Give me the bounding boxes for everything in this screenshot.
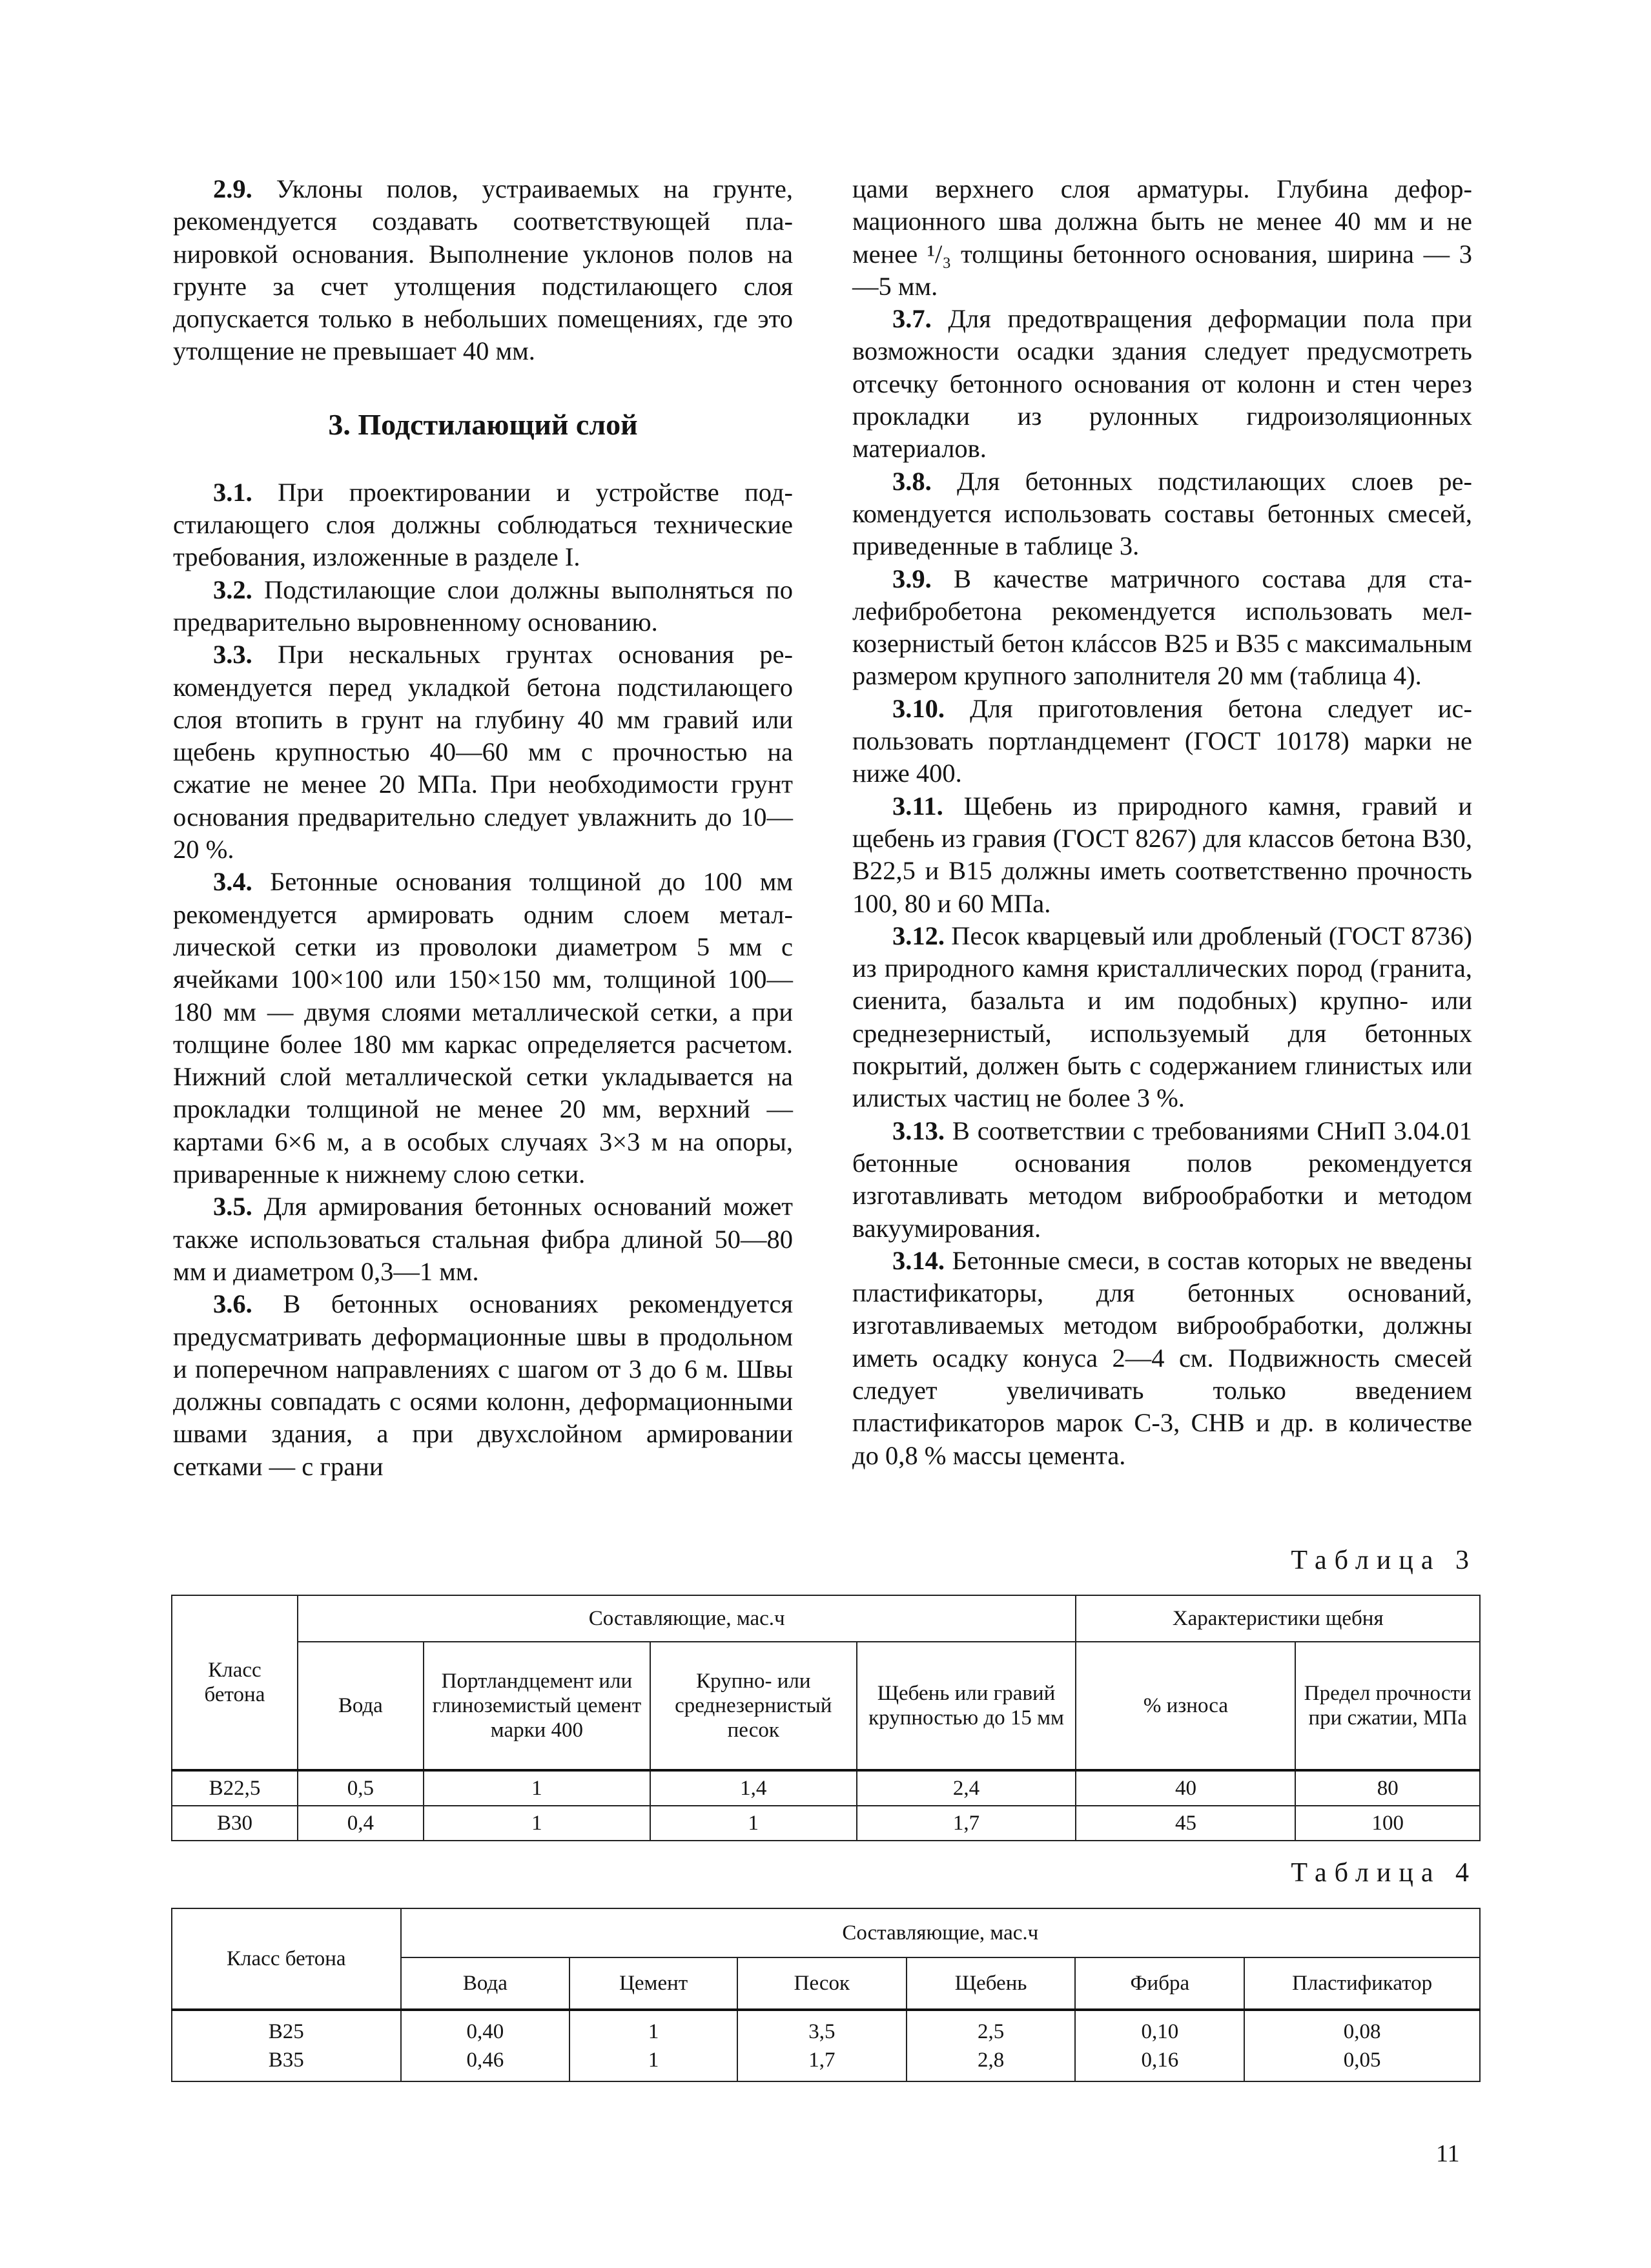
clause-text: Щебень из природного камня, гравий и щебень из гравия (ГОСТ 8267) для классов бетона В30, В22,5 и В15 должны иметь соответственно прочность 100, 80 и 60 МПа.	[852, 791, 1472, 918]
cell-value: 2,8	[977, 2048, 1005, 2072]
table-4-caption: Таблица 4	[1291, 1858, 1477, 1888]
clause-text: Бетонные основания толщиной до 100 мм рекомендуется армировать одним слоем металлической сетки из проволоки диаметром 5 мм с ячейками 100×100 или 150×150 мм, толщиной 100—180 мм — двумя слоями металлической сетки, а при толщине более 180 мм каркас определяется расчетом. Нижний слой металлической сетки укладывается на прокладки толщиной не менее 20 мм, верхний — картами 6×6 м, а в особых случаях 3×3 м на опоры, приваренные к нижнему слою сетки.	[173, 867, 793, 1189]
table-cell	[401, 2010, 570, 2081]
clause-text: В соответствии с требованиями СНиП 3.04.01 бетонные основания полов рекомендуется изготавливать методом виброобработки и методом вакуумирования.	[852, 1116, 1472, 1243]
paragraph-3-1	[173, 476, 793, 574]
table-cell: 45	[1076, 1806, 1295, 1841]
table-cell: 100	[1295, 1806, 1480, 1841]
paragraph-3-3	[173, 639, 793, 866]
clause-text: При нескальных грунтах основания рекомендуется перед укладкой бетона подстилающего слоя втопить в грунт на глубину 40 мм гравий или щебень крупностью 40—60 мм с прочностью на сжатие не менее 20 МПа. При необходимости грунт основания предварительно следует увлажнить до 10—20 %.	[173, 640, 793, 864]
table-cell	[907, 2010, 1076, 2081]
clause-text: Для бетонных подстилающих слоев рекомендуется использовать составы бетонных смесей, приведенные в таблице 3.	[852, 466, 1472, 561]
clause-number: 3.5.	[213, 1192, 252, 1221]
table-row	[172, 1770, 1480, 1806]
table-cell: 2,4	[857, 1770, 1076, 1806]
paragraph-3-14	[852, 1245, 1472, 1472]
paragraph-3-9	[852, 563, 1472, 693]
clause-number: 2.9.	[213, 174, 252, 203]
clause-number: 3.1.	[213, 477, 252, 507]
page-number: 11	[1436, 2140, 1460, 2167]
table-cell: 1	[424, 1806, 650, 1841]
clause-number: 3.12.	[892, 921, 945, 950]
paragraph-3-5	[173, 1190, 793, 1288]
paragraph-3-12	[852, 920, 1472, 1115]
paragraph-3-13	[852, 1115, 1472, 1245]
table-header-class: Класс бетона	[172, 1908, 401, 2010]
clause-number: 3.6.	[213, 1289, 252, 1319]
table-row	[172, 1806, 1480, 1841]
table-3-caption: Таблица 3	[1291, 1546, 1477, 1575]
paragraph-3-6-continued	[852, 173, 1472, 303]
table-cell: 0,4	[298, 1806, 424, 1841]
clause-number: 3.2.	[213, 575, 252, 604]
table-header-sand: Песок	[737, 1957, 907, 2010]
clause-text: Бетонные смеси, в состав которых не введены пластификаторы, для бетонных оснований, изготавливаемых методом виброобработки, должны иметь осадку конуса 2—4 см. Подвижность смесей следует увеличивать только введением пластификаторов марок С-3, СНВ и др. в количестве до 0,8 % массы цемента.	[852, 1245, 1472, 1470]
table-cell	[737, 2010, 907, 2081]
table-header-water: Вода	[298, 1642, 424, 1770]
table-header-crushed-stone: Характеристики щебня	[1076, 1595, 1480, 1642]
table-row	[172, 2010, 1480, 2081]
paragraph-3-8	[852, 465, 1472, 563]
paragraph-3-11	[852, 790, 1472, 920]
table-cell: 40	[1076, 1770, 1295, 1806]
table-3	[171, 1595, 1481, 1841]
right-column	[852, 173, 1472, 1472]
fraction-one-third: ¹/₃	[927, 239, 952, 269]
clause-number: 3.9.	[892, 564, 932, 593]
clause-text: В качестве матричного состава для сталефибробетона рекомендуется использовать мелкозернистый бетон клáссов В25 и В35 с максимальным размером крупного заполнителя 20 мм (таблица 4).	[852, 564, 1472, 691]
clause-number: 3.3.	[213, 640, 252, 669]
clause-text: В бетонных основаниях рекомендуется предусматривать деформационные швы в продольном и поперечном направлениях с шагом от 3 до 6 м. Швы должны совпадать с осями колонн, деформационными швами здания, а при двухслойном армировании сетками — с грани	[173, 1289, 793, 1481]
table-header-water: Вода	[401, 1957, 570, 2010]
cell-value: 0,05	[1343, 2048, 1381, 2072]
cell-value: 0,46	[466, 2048, 504, 2072]
table-header-components: Составляющие, мас.ч	[401, 1908, 1480, 1957]
clause-number: 3.10.	[892, 693, 945, 723]
table-cell: В30	[172, 1806, 298, 1841]
table-header-gravel: Щебень или гравий крупностью до 15 мм	[857, 1642, 1076, 1770]
table-cell	[172, 2010, 401, 2081]
table-cell: 1	[650, 1806, 857, 1841]
table-header-plasticizer: Пластификатор	[1244, 1957, 1480, 2010]
clause-number: 3.4.	[213, 867, 252, 897]
cell-value: 0,08	[1343, 2020, 1381, 2043]
table-cell: 1,4	[650, 1770, 857, 1806]
clause-text: цами верхнего слоя арматуры. Глубина деформационного шва должна быть не менее 40 мм и не менее	[852, 174, 1472, 269]
table-header-cement: Цемент	[569, 1957, 737, 2010]
paragraph-2-9	[173, 173, 793, 368]
table-cell: 1	[424, 1770, 650, 1806]
clause-text: Песок кварцевый или дробленый (ГОСТ 8736) из природного камня кристаллических пород (гранита, сиенита, базальта и им подобных) крупно- или среднезернистый, используемый для бетонных покрытий, должен быть с содержанием глинистых или илистых частиц не более 3 %.	[852, 921, 1472, 1113]
cell-value: В25	[268, 2020, 304, 2043]
table-header-cement: Портландцемент или глиноземистый цемент марки 400	[424, 1642, 650, 1770]
cell-value: 2,5	[977, 2020, 1005, 2043]
cell-value: 0,40	[466, 2020, 504, 2043]
table-header-components: Составляющие, мас.ч	[298, 1595, 1076, 1642]
table-cell	[1075, 2010, 1244, 2081]
table-cell	[569, 2010, 737, 2081]
section-heading: 3. Подстилающий слой	[328, 407, 638, 441]
clause-number: 3.8.	[892, 466, 932, 496]
cell-value: 0,10	[1141, 2020, 1179, 2043]
cell-value: 1	[648, 2048, 659, 2072]
cell-value: 1,7	[808, 2048, 836, 2072]
paragraph-3-6	[173, 1288, 793, 1483]
cell-value: 1	[648, 2020, 659, 2043]
paragraph-3-7	[852, 303, 1472, 465]
table-header-gravel: Щебень	[907, 1957, 1076, 2010]
paragraph-3-10	[852, 693, 1472, 790]
table-header-sand: Крупно- или среднезернистый песок	[650, 1642, 857, 1770]
clause-text: Уклоны полов, устраиваемых на грунте, рекомендуется создавать соответствующей планировкой основания. Выполнение уклонов полов на грунте за счет утолщения подстилающего слоя допускается только в небольших помещениях, где это утолщение не превышает 40 мм.	[173, 174, 793, 366]
left-column	[173, 173, 793, 1483]
cell-value: В35	[268, 2048, 304, 2072]
clause-number: 3.14.	[892, 1245, 945, 1275]
clause-text: Для армирования бетонных оснований может также использоваться стальная фибра длиной 50—80 мм и диаметром 0,3—1 мм.	[173, 1192, 793, 1286]
table-header-wear: % износа	[1076, 1642, 1295, 1770]
table-cell: 0,5	[298, 1770, 424, 1806]
paragraph-3-4	[173, 866, 793, 1190]
cell-value: 3,5	[808, 2020, 836, 2043]
table-cell: В22,5	[172, 1770, 298, 1806]
clause-number: 3.7.	[892, 304, 932, 334]
table-cell: 1,7	[857, 1806, 1076, 1841]
table-header-class: Класс бетона	[172, 1595, 298, 1770]
clause-number: 3.11.	[892, 791, 943, 821]
table-header-strength: Предел прочности при сжатии, МПа	[1295, 1642, 1480, 1770]
table-header-fiber: Фибра	[1075, 1957, 1244, 2010]
cell-value: 0,16	[1141, 2048, 1179, 2072]
table-cell: 80	[1295, 1770, 1480, 1806]
table-4	[171, 1908, 1481, 2082]
clause-text: толщины бетонного основания, ширина — 3—5 мм.	[852, 239, 1472, 301]
clause-text: Для предотвращения деформации пола при возможности осадки здания следует предусмотреть отсечку бетонного основания от колонн и стен через прокладки из рулонных гидроизоляционных материалов.	[852, 304, 1472, 464]
clause-text: Подстилающие слои должны выполняться по предварительно выровненному основанию.	[173, 575, 793, 637]
paragraph-3-2	[173, 574, 793, 639]
clause-text: Для приготовления бетона следует использовать портландцемент (ГОСТ 10178) марки не ниже 400.	[852, 693, 1472, 788]
table-cell	[1244, 2010, 1480, 2081]
clause-text: При проектировании и устройстве подстилающего слоя должны соблюдаться технические требования, изложенные в разделе I.	[173, 477, 793, 572]
clause-number: 3.13.	[892, 1116, 945, 1145]
